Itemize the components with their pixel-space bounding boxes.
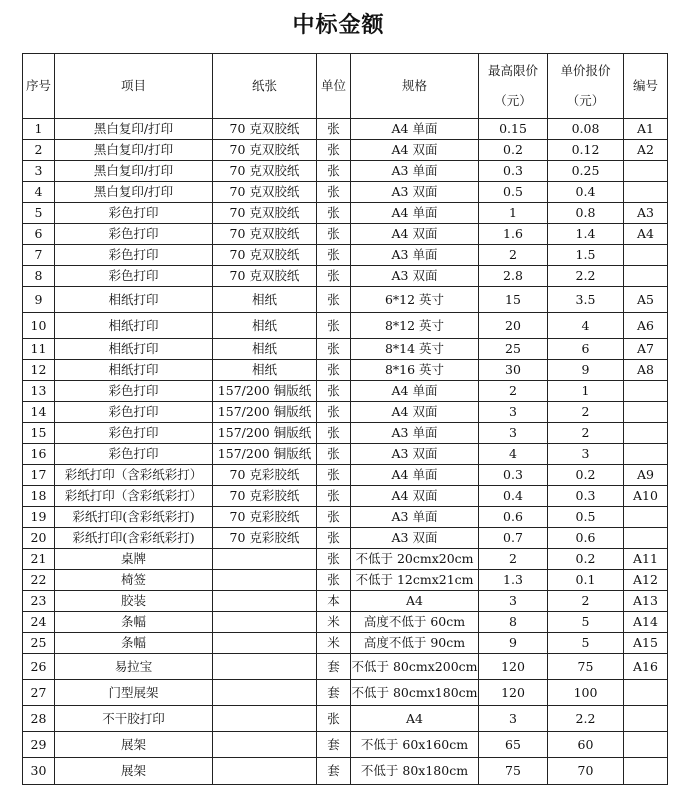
cell-no: 15 [23,423,55,444]
cell-code: A3 [624,203,668,224]
cell-no: 4 [23,182,55,203]
cell-unit-price: 4 [548,313,624,339]
cell-item: 胶装 [55,591,213,612]
cell-max-price: 3 [479,591,548,612]
cell-item: 相纸打印 [55,313,213,339]
cell-unit: 张 [317,381,351,402]
cell-code [624,182,668,203]
cell-code [624,245,668,266]
cell-spec: 高度不低于 90cm [351,633,479,654]
cell-item: 门型展架 [55,680,213,706]
cell-unit: 张 [317,423,351,444]
cell-item: 彩色打印 [55,245,213,266]
table-row [23,161,668,182]
cell-item: 相纸打印 [55,339,213,360]
cell-item: 彩纸打印（含彩纸彩打） [55,465,213,486]
cell-code [624,758,668,785]
cell-spec: A4 双面 [351,486,479,507]
cell-item: 彩色打印 [55,203,213,224]
cell-no: 14 [23,402,55,423]
cell-max-price: 1.6 [479,224,548,245]
cell-unit: 张 [317,549,351,570]
cell-no: 9 [23,287,55,313]
cell-unit-price: 60 [548,732,624,758]
table-row [23,465,668,486]
table-row [23,245,668,266]
cell-item: 相纸打印 [55,287,213,313]
cell-paper: 157/200 铜版纸 [213,402,317,423]
cell-spec: 8*14 英寸 [351,339,479,360]
cell-code: A1 [624,119,668,140]
cell-spec: A3 单面 [351,161,479,182]
cell-paper [213,591,317,612]
cell-code: A13 [624,591,668,612]
cell-unit: 张 [317,507,351,528]
cell-code [624,444,668,465]
cell-paper [213,654,317,680]
bid-amount-table [22,53,668,785]
cell-code: A10 [624,486,668,507]
cell-unit: 套 [317,758,351,785]
cell-unit: 张 [317,444,351,465]
cell-no: 25 [23,633,55,654]
cell-max-price: 0.15 [479,119,548,140]
cell-unit: 本 [317,591,351,612]
cell-spec: A3 双面 [351,528,479,549]
cell-code: A14 [624,612,668,633]
cell-max-price: 120 [479,680,548,706]
cell-max-price: 2 [479,245,548,266]
cell-paper: 157/200 铜版纸 [213,423,317,444]
cell-unit-price: 5 [548,612,624,633]
table-row [23,423,668,444]
cell-item: 彩色打印 [55,224,213,245]
cell-unit: 张 [317,161,351,182]
cell-unit-price: 3 [548,444,624,465]
cell-max-price: 2 [479,549,548,570]
cell-spec: A4 双面 [351,402,479,423]
cell-unit-price: 5 [548,633,624,654]
cell-spec: A4 [351,591,479,612]
cell-max-price: 0.3 [479,465,548,486]
cell-no: 7 [23,245,55,266]
cell-unit: 张 [317,465,351,486]
cell-code [624,507,668,528]
cell-spec: A4 双面 [351,140,479,161]
cell-unit: 张 [317,119,351,140]
cell-spec: A4 单面 [351,465,479,486]
cell-paper [213,732,317,758]
cell-spec: A4 单面 [351,381,479,402]
cell-max-price: 0.2 [479,140,548,161]
cell-spec: 8*12 英寸 [351,313,479,339]
cell-code: A16 [624,654,668,680]
cell-unit-price: 0.08 [548,119,624,140]
cell-no: 22 [23,570,55,591]
cell-item: 桌牌 [55,549,213,570]
cell-item: 黑白复印/打印 [55,119,213,140]
table-row [23,182,668,203]
cell-unit-price: 0.5 [548,507,624,528]
header-code: 编号 [624,54,668,119]
cell-item: 展架 [55,732,213,758]
table-row [23,654,668,680]
cell-spec: A4 双面 [351,224,479,245]
cell-paper [213,680,317,706]
cell-paper: 70 克双胶纸 [213,224,317,245]
cell-spec: A3 单面 [351,245,479,266]
cell-paper [213,612,317,633]
cell-code: A15 [624,633,668,654]
cell-no: 3 [23,161,55,182]
cell-code [624,732,668,758]
cell-unit-price: 1.5 [548,245,624,266]
cell-max-price: 9 [479,633,548,654]
cell-no: 16 [23,444,55,465]
header-max-price-unit: （元） [494,93,532,108]
cell-unit: 米 [317,633,351,654]
cell-code: A9 [624,465,668,486]
cell-unit: 张 [317,402,351,423]
cell-code: A7 [624,339,668,360]
cell-no: 10 [23,313,55,339]
cell-no: 23 [23,591,55,612]
cell-unit-price: 0.2 [548,549,624,570]
table-row [23,549,668,570]
cell-item: 彩纸打印(含彩纸彩打) [55,528,213,549]
header-paper: 纸张 [213,54,317,119]
table-row [23,758,668,785]
cell-spec: A3 单面 [351,423,479,444]
cell-no: 28 [23,706,55,732]
cell-paper [213,549,317,570]
table-row [23,591,668,612]
cell-paper: 相纸 [213,339,317,360]
cell-max-price: 3 [479,402,548,423]
cell-item: 条幅 [55,633,213,654]
cell-item: 条幅 [55,612,213,633]
cell-max-price: 65 [479,732,548,758]
cell-code [624,402,668,423]
cell-max-price: 4 [479,444,548,465]
cell-unit-price: 2 [548,591,624,612]
table-row [23,402,668,423]
cell-no: 20 [23,528,55,549]
cell-unit: 张 [317,224,351,245]
cell-max-price: 2.8 [479,266,548,287]
table-row [23,140,668,161]
cell-no: 29 [23,732,55,758]
cell-spec: 6*12 英寸 [351,287,479,313]
cell-item: 椅签 [55,570,213,591]
cell-max-price: 0.4 [479,486,548,507]
table-header-row [23,54,668,119]
table-row [23,224,668,245]
cell-paper: 70 克双胶纸 [213,203,317,224]
table-row [23,486,668,507]
header-max-price [479,54,548,119]
cell-unit-price: 3.5 [548,287,624,313]
cell-max-price: 75 [479,758,548,785]
cell-unit: 套 [317,732,351,758]
cell-paper: 相纸 [213,313,317,339]
cell-unit: 张 [317,182,351,203]
cell-paper: 相纸 [213,360,317,381]
cell-paper: 70 克双胶纸 [213,266,317,287]
cell-item: 黑白复印/打印 [55,140,213,161]
header-unit-price-unit: （元） [566,93,605,108]
cell-unit-price: 0.1 [548,570,624,591]
cell-no: 11 [23,339,55,360]
cell-max-price: 120 [479,654,548,680]
cell-unit: 张 [317,360,351,381]
cell-unit-price: 100 [548,680,624,706]
cell-no: 26 [23,654,55,680]
cell-spec: 不低于 60x160cm [351,732,479,758]
cell-max-price: 0.6 [479,507,548,528]
table-row [23,266,668,287]
cell-no: 21 [23,549,55,570]
cell-code [624,161,668,182]
cell-unit-price: 9 [548,360,624,381]
cell-unit: 张 [317,203,351,224]
cell-code [624,706,668,732]
cell-unit-price: 0.25 [548,161,624,182]
cell-no: 18 [23,486,55,507]
cell-no: 1 [23,119,55,140]
table-row [23,119,668,140]
cell-unit: 张 [317,528,351,549]
cell-unit-price: 0.2 [548,465,624,486]
cell-spec: A3 双面 [351,266,479,287]
cell-no: 5 [23,203,55,224]
cell-spec: A3 双面 [351,444,479,465]
header-unit-price-label: 单价报价 [560,63,611,78]
cell-no: 24 [23,612,55,633]
table-row [23,706,668,732]
cell-no: 19 [23,507,55,528]
cell-unit-price: 1.4 [548,224,624,245]
cell-max-price: 1.3 [479,570,548,591]
table-row [23,203,668,224]
cell-unit: 套 [317,654,351,680]
header-spec: 规格 [351,54,479,119]
cell-max-price: 2 [479,381,548,402]
cell-spec: 不低于 12cmx21cm [351,570,479,591]
cell-paper [213,706,317,732]
cell-item: 黑白复印/打印 [55,182,213,203]
cell-paper [213,758,317,785]
cell-unit-price: 2 [548,402,624,423]
table-row [23,360,668,381]
cell-max-price: 0.7 [479,528,548,549]
cell-item: 彩色打印 [55,444,213,465]
cell-paper: 70 克彩胶纸 [213,528,317,549]
cell-code: A6 [624,313,668,339]
table-row [23,612,668,633]
cell-code [624,528,668,549]
cell-unit: 张 [317,245,351,266]
cell-unit-price: 2 [548,423,624,444]
cell-paper: 70 克彩胶纸 [213,465,317,486]
cell-spec: A4 单面 [351,119,479,140]
cell-no: 17 [23,465,55,486]
table-row [23,507,668,528]
cell-max-price: 3 [479,706,548,732]
cell-item: 彩纸打印（含彩纸彩打） [55,486,213,507]
cell-item: 彩纸打印(含彩纸彩打) [55,507,213,528]
cell-max-price: 20 [479,313,548,339]
cell-max-price: 15 [479,287,548,313]
cell-paper: 70 克双胶纸 [213,140,317,161]
cell-item: 彩色打印 [55,423,213,444]
cell-paper [213,570,317,591]
cell-paper: 70 克双胶纸 [213,245,317,266]
cell-no: 6 [23,224,55,245]
table-row [23,313,668,339]
header-item: 项目 [55,54,213,119]
cell-unit-price: 0.8 [548,203,624,224]
cell-max-price: 0.5 [479,182,548,203]
cell-item: 相纸打印 [55,360,213,381]
table-row [23,633,668,654]
cell-unit: 张 [317,313,351,339]
cell-spec: 不低于 20cmx20cm [351,549,479,570]
cell-no: 27 [23,680,55,706]
cell-code: A11 [624,549,668,570]
cell-spec: 不低于 80cmx200cm [351,654,479,680]
cell-code: A12 [624,570,668,591]
cell-unit-price: 0.3 [548,486,624,507]
cell-unit: 张 [317,706,351,732]
cell-no: 12 [23,360,55,381]
cell-unit: 张 [317,339,351,360]
cell-max-price: 8 [479,612,548,633]
table-row [23,444,668,465]
cell-paper: 70 克双胶纸 [213,161,317,182]
cell-unit-price: 2.2 [548,706,624,732]
cell-unit: 米 [317,612,351,633]
cell-spec: A4 [351,706,479,732]
cell-paper: 70 克双胶纸 [213,182,317,203]
table-row [23,680,668,706]
cell-spec: 不低于 80x180cm [351,758,479,785]
cell-paper: 70 克彩胶纸 [213,507,317,528]
cell-unit: 套 [317,680,351,706]
cell-no: 8 [23,266,55,287]
cell-max-price: 0.3 [479,161,548,182]
cell-item: 展架 [55,758,213,785]
cell-item: 彩色打印 [55,266,213,287]
cell-unit-price: 0.6 [548,528,624,549]
cell-item: 彩色打印 [55,381,213,402]
cell-spec: 不低于 80cmx180cm [351,680,479,706]
cell-code: A5 [624,287,668,313]
cell-code [624,381,668,402]
cell-unit: 张 [317,287,351,313]
cell-paper: 157/200 铜版纸 [213,381,317,402]
cell-spec: 高度不低于 60cm [351,612,479,633]
cell-unit: 张 [317,266,351,287]
cell-max-price: 25 [479,339,548,360]
cell-max-price: 1 [479,203,548,224]
cell-paper: 157/200 铜版纸 [213,444,317,465]
cell-code [624,423,668,444]
cell-no: 13 [23,381,55,402]
cell-code [624,266,668,287]
cell-spec: A3 单面 [351,507,479,528]
cell-paper: 相纸 [213,287,317,313]
cell-item: 不干胶打印 [55,706,213,732]
header-unit-price [548,54,624,119]
cell-unit-price: 1 [548,381,624,402]
cell-code: A2 [624,140,668,161]
table-row [23,570,668,591]
cell-unit: 张 [317,486,351,507]
table-row [23,732,668,758]
cell-code: A8 [624,360,668,381]
cell-spec: 8*16 英寸 [351,360,479,381]
cell-code: A4 [624,224,668,245]
table-row [23,528,668,549]
table-body [23,119,668,785]
cell-max-price: 3 [479,423,548,444]
cell-unit-price: 75 [548,654,624,680]
cell-spec: A4 单面 [351,203,479,224]
cell-unit: 张 [317,140,351,161]
cell-code [624,680,668,706]
cell-no: 30 [23,758,55,785]
cell-item: 易拉宝 [55,654,213,680]
cell-max-price: 30 [479,360,548,381]
table-row [23,381,668,402]
cell-unit-price: 0.4 [548,182,624,203]
cell-no: 2 [23,140,55,161]
cell-unit-price: 0.12 [548,140,624,161]
cell-unit: 张 [317,570,351,591]
cell-unit-price: 70 [548,758,624,785]
cell-item: 黑白复印/打印 [55,161,213,182]
document-title: 中标金额 [292,13,385,38]
cell-item: 彩色打印 [55,402,213,423]
header-no: 序号 [23,54,55,119]
cell-unit-price: 2.2 [548,266,624,287]
header-unit: 单位 [317,54,351,119]
table-row [23,287,668,313]
cell-paper: 70 克彩胶纸 [213,486,317,507]
cell-paper [213,633,317,654]
table-row [23,339,668,360]
cell-spec: A3 双面 [351,182,479,203]
header-max-price-label: 最高限价 [487,63,538,78]
cell-paper: 70 克双胶纸 [213,119,317,140]
cell-unit-price: 6 [548,339,624,360]
